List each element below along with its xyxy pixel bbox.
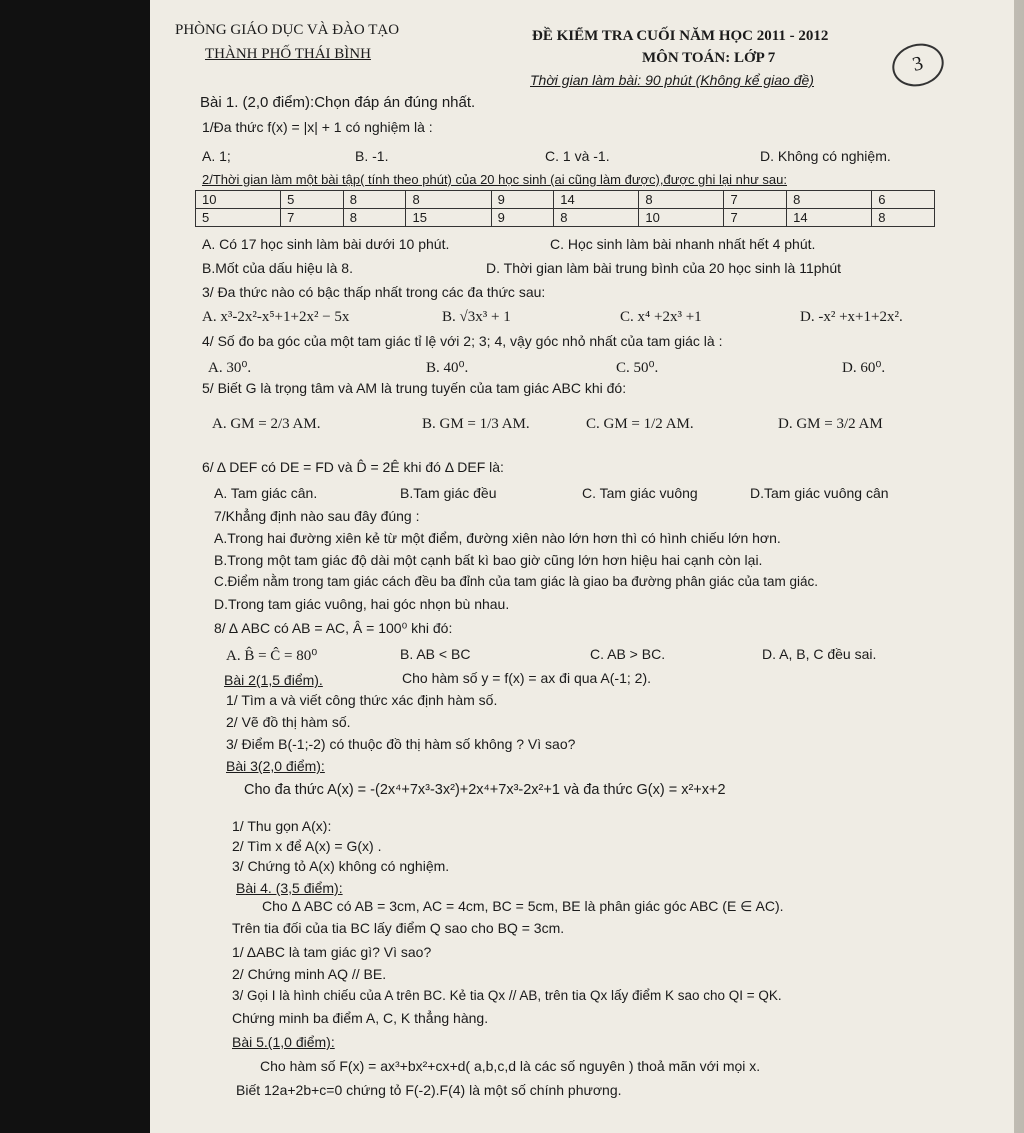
bai1-q5: 5/ Biết G là trọng tâm và AM là trung tuyến của tam giác ABC khi đó: [202, 380, 627, 396]
table-cell: 14 [787, 209, 872, 227]
q7-option-a: A.Trong hai đường xiên kẻ từ một điểm, đường xiên nào lớn hơn thì có hình chiếu lớn hơn. [214, 530, 781, 546]
bai1-q7: 7/Khẳng định nào sau đây đúng : [214, 508, 420, 524]
bai5-question: Biết 12a+2b+c=0 chứng tỏ F(-2).F(4) là một số chính phương. [236, 1082, 622, 1098]
dept-name: PHÒNG GIÁO DỤC VÀ ĐÀO TẠO [175, 22, 400, 38]
city-name: THÀNH PHỐ THÁI BÌNH [205, 46, 371, 62]
bai2-intro: Cho hàm số y = f(x) = ax đi qua A(-1; 2). [402, 670, 651, 686]
bai3-q3: 3/ Chứng tỏ A(x) không có nghiệm. [232, 858, 450, 874]
bai4-q1: 1/ ΔABC là tam giác gì? Vì sao? [232, 944, 432, 960]
q6-option-b: B.Tam giác đều [400, 485, 497, 501]
bai3-title: Bài 3(2,0 điểm): [226, 758, 325, 774]
table-cell: 5 [281, 191, 344, 209]
q8-option-b: B. AB < BC [400, 646, 471, 662]
bai1-q6: 6/ Δ DEF có DE = FD và D̂ = 2Ê khi đó Δ DEF là: [202, 459, 504, 475]
table-cell: 9 [491, 191, 554, 209]
bai3-q2: 2/ Tìm x để A(x) = G(x) . [232, 838, 382, 854]
table-cell: 8 [787, 191, 872, 209]
bai5-title: Bài 5.(1,0 điểm): [232, 1034, 335, 1050]
table-cell: 10 [196, 191, 281, 209]
q3-option-a: A. x³-2x²-x⁵+1+2x² − 5x [202, 309, 350, 325]
q5-option-c: C. GM = 1/2 AM. [586, 416, 694, 432]
bai4-q2: 2/ Chứng minh AQ // BE. [232, 966, 387, 982]
table-cell: 7 [724, 191, 787, 209]
q5-option-d: D. GM = 3/2 AM [778, 416, 883, 432]
q7-option-d: D.Trong tam giác vuông, hai góc nhọn bù nhau. [214, 596, 510, 612]
q2-option-b: B.Mốt của dấu hiệu là 8. [202, 260, 353, 276]
bai1-title: Bài 1. (2,0 điểm):Chọn đáp án đúng nhất. [200, 94, 476, 111]
table-row [196, 209, 935, 227]
q1-option-b: B. -1. [355, 148, 389, 164]
time-note: Thời gian làm bài: 90 phút (Không kể giao đề) [530, 72, 814, 88]
q6-option-c: C. Tam giác vuông [582, 485, 698, 501]
q1-option-d: D. Không có nghiệm. [760, 148, 891, 164]
q5-option-a: A. GM = 2/3 AM. [212, 416, 321, 432]
q1-option-a: A. 1; [202, 148, 231, 164]
table-cell: 14 [554, 191, 639, 209]
q3-option-c: C. x⁴ +2x³ +1 [620, 309, 702, 325]
q4-option-d: D. 60⁰. [842, 360, 886, 376]
subject: MÔN TOÁN: LỚP 7 [642, 50, 776, 66]
q2-option-a: A. Có 17 học sinh làm bài dưới 10 phút. [202, 236, 450, 252]
bai1-q1: 1/Đa thức f(x) = |x| + 1 có nghiệm là : [202, 119, 433, 135]
bai2-title: Bài 2(1,5 điểm). [224, 672, 323, 688]
bai1-q2: 2/Thời gian làm một bài tập( tính theo phút) của 20 học sinh (ai cũng làm được),được ghi lại như sau: [202, 172, 787, 187]
table-row [196, 191, 935, 209]
time-data-table [195, 190, 935, 227]
bai4-q3b: Chứng minh ba điểm A, C, K thẳng hàng. [232, 1010, 489, 1026]
table-cell: 8 [406, 191, 491, 209]
q4-option-c: C. 50⁰. [616, 360, 659, 376]
table-cell: 9 [491, 209, 554, 227]
bai4-q3: 3/ Gọi I là hình chiếu của A trên BC. Kẻ tia Qx // AB, trên tia Qx lấy điểm K sao cho QI = QK. [232, 988, 782, 1003]
bai2-q3: 3/ Điểm B(-1;-2) có thuộc đồ thị hàm số không ? Vì sao? [226, 736, 576, 752]
table-cell: 15 [406, 209, 491, 227]
q6-option-a: A. Tam giác cân. [214, 485, 318, 501]
q8-option-a: A. B̂ = Ĉ = 80⁰ [226, 648, 318, 664]
table-cell: 7 [724, 209, 787, 227]
q2-option-c: C. Học sinh làm bài nhanh nhất hết 4 phút. [550, 236, 816, 252]
exam-title: ĐỀ KIỂM TRA CUỐI NĂM HỌC 2011 - 2012 [532, 28, 829, 44]
bai1-q8: 8/ Δ ABC có AB = AC, Â = 100⁰ khi đó: [214, 620, 453, 636]
table-cell: 8 [343, 191, 406, 209]
bai3-intro: Cho đa thức A(x) = -(2x⁴+7x³-3x²)+2x⁴+7x³-2x²+1 và đa thức G(x) = x²+x+2 [244, 782, 726, 798]
q4-option-a: A. 30⁰. [208, 360, 252, 376]
bai1-q3: 3/ Đa thức nào có bậc thấp nhất trong các đa thức sau: [202, 284, 546, 300]
q6-option-d: D.Tam giác vuông cân [750, 485, 889, 501]
bai4-intro2: Trên tia đối của tia BC lấy điểm Q sao cho BQ = 3cm. [232, 920, 565, 936]
q7-option-b: B.Trong một tam giác độ dài một cạnh bất kì bao giờ cũng lớn hơn hiệu hai cạnh còn lại. [214, 552, 763, 568]
table-cell: 8 [343, 209, 406, 227]
bai5-intro: Cho hàm số F(x) = ax³+bx²+cx+d( a,b,c,d là các số nguyên ) thoả mãn với mọi x. [260, 1058, 761, 1074]
table-cell: 6 [872, 191, 935, 209]
q8-option-c: C. AB > BC. [590, 646, 666, 662]
bai2-q2: 2/ Vẽ đồ thị hàm số. [226, 714, 351, 730]
table-cell: 8 [554, 209, 639, 227]
q8-option-d: D. A, B, C đều sai. [762, 646, 877, 662]
bai1-q4: 4/ Số đo ba góc của một tam giác tỉ lệ với 2; 3; 4, vậy góc nhỏ nhất của tam giác là : [202, 333, 723, 349]
bai4-title: Bài 4. (3,5 điểm): [236, 880, 343, 896]
q5-option-b: B. GM = 1/3 AM. [422, 416, 530, 432]
bai3-q1: 1/ Thu gọn A(x): [232, 818, 332, 834]
exam-paper [150, 0, 1014, 1133]
q3-option-d: D. -x² +x+1+2x². [800, 309, 903, 325]
table-cell: 10 [639, 209, 724, 227]
table-cell: 8 [639, 191, 724, 209]
page-mark: 3 [887, 38, 948, 92]
q2-option-d: D. Thời gian làm bài trung bình của 20 học sinh là 11phút [486, 260, 841, 276]
q3-option-b: B. √3x³ + 1 [442, 309, 511, 325]
table-cell: 8 [872, 209, 935, 227]
q4-option-b: B. 40⁰. [426, 360, 469, 376]
table-cell: 5 [196, 209, 281, 227]
q7-option-c: C.Điểm nằm trong tam giác cách đều ba đỉnh của tam giác là giao ba đường phân giác của tam giác. [214, 574, 818, 589]
bai4-intro1: Cho Δ ABC có AB = 3cm, AC = 4cm, BC = 5cm, BE là phân giác góc ABC (E ∈ AC). [262, 898, 784, 914]
dark-left-background [0, 0, 150, 1133]
table-cell: 7 [281, 209, 344, 227]
bai2-q1: 1/ Tìm a và viết công thức xác định hàm số. [226, 692, 498, 708]
q1-option-c: C. 1 và -1. [545, 148, 610, 164]
